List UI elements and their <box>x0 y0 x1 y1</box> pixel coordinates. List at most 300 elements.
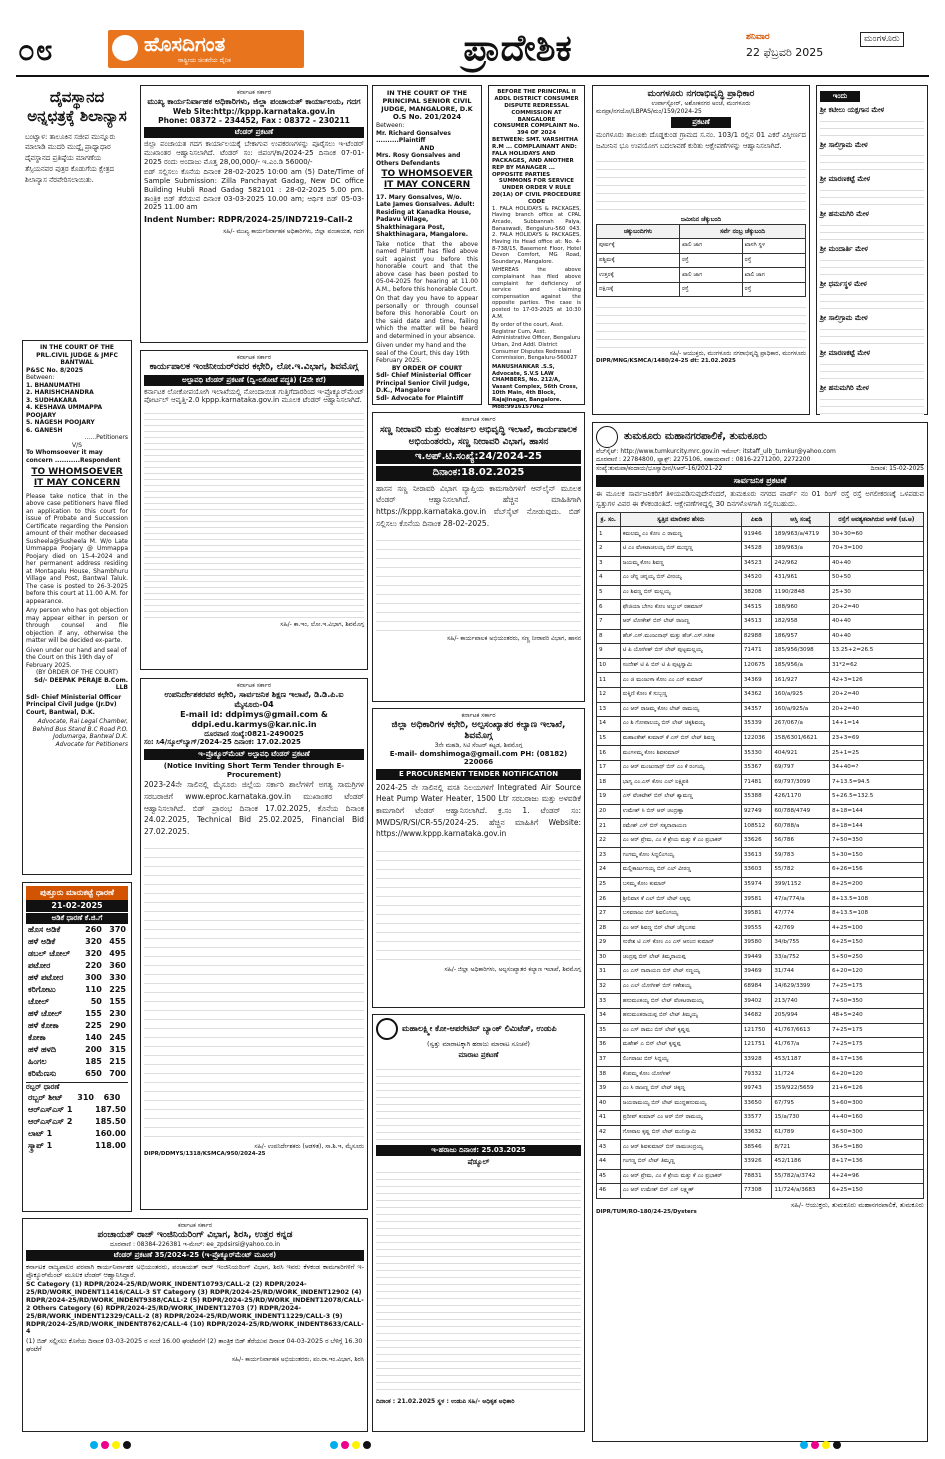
table-cell: 99743 <box>741 1081 772 1096</box>
table-cell: ಬಸಮ್ಮ ಕೋಂ ಕುಮಾರ್ <box>620 877 741 892</box>
phone: ದೂರವಾಣಿ ಸಂಖ್ಯೆ:0821-2490025 <box>204 729 304 738</box>
dateline <box>742 30 932 70</box>
table-cell: 34 <box>597 1008 621 1023</box>
indent-list: SC Category (1) RDPR/2024-25/RD/WORK_INDENT10793/CALL-2 (2) RDPR/2024-25/RD/WORK_INDENT11416/CALL-3 ST Category (3) RDPR/2024-25/RD/WORK_INDENT12902 (4) RDPR/2024-25/RD/WORK_INDENT9388/CALL-2 (5) RDPR/2024-25/RD/WORK_INDENT12078/CALL-2 Others Category (6) RDPR/2024-25/RD/WORK_INDENT12703 (7) RDPR/2024-25/BR/WORK_INDENT12329/CALL-2 (8) RDPR/2024-25/RD/WORK_INDENT11229/CALL-3 (9) RDPR/2024-25/RD/WORK_INDENT8762/CALL-4 (10) RDPR/2024-25/RD/WORK_INDENT8633/CALL-4 <box>26 1281 364 1336</box>
email: E-mail id: ddpimys@gmail.com & ddpi.edu.karmys@kar.nic.in <box>180 709 328 729</box>
table-cell: 47/774 <box>772 906 830 921</box>
notice-heading: TO WHOMSOEVER IT MAY CONCERN <box>31 467 123 489</box>
table-cell: 39581 <box>741 906 772 921</box>
bank-footer: ದಿನಾಂಕ : 21.02.2025 ಸ್ಥಳ : ಉಡುಪಿ ಸಹಿ/- ಅಧಿಕೃತ ಅಧಿಕಾರಿ <box>376 1398 515 1406</box>
list-item: ಶ್ರೀ ಸಾಲಿಗ್ರಾಮ ಮೇಳ <box>820 314 868 323</box>
email: E-mail- domshimoga@gmail.com PH: (08182) 220066 <box>389 749 568 767</box>
rate-value: 200 <box>85 1044 102 1054</box>
govt-label: ಕರ್ನಾಟಕ ಸರ್ಕಾರ <box>177 1222 213 1229</box>
rate-value: 330 <box>109 972 126 982</box>
case-number: CONSUMER COMPLAINT No. 394 OF 2024 <box>493 123 580 137</box>
table-row <box>597 965 924 980</box>
authority-title: ಮಂಗಳೂರು ನಗರಾಭಿವೃದ್ಧಿ ಪ್ರಾಧಿಕಾರ <box>647 89 755 99</box>
table-cell: 92749 <box>741 804 772 819</box>
table-cell: ಎಂ ಆರ್ ಪ್ರೇಮ, ಎಂ ಕೆ ಶ್ರೇಯ ಮತ್ತು ಕೆ ಎಂ ಪ್ರಭಾಕರ್ <box>620 1169 741 1184</box>
table-cell: 30+30=60 <box>829 527 923 542</box>
table-cell: 20 <box>597 804 621 819</box>
news-headline: ದೈವಸ್ಥಾನದ ಅನ್ನಛತ್ರಕ್ಕೆ ಶಿಲಾನ್ಯಾಸ <box>27 88 127 125</box>
indent-number: Indent Number: RDPR/2024-25/IND7219-Call-2 <box>144 215 353 224</box>
header-rule <box>16 75 929 77</box>
rate-value: 320 <box>85 948 102 958</box>
table-cell: 34515 <box>741 600 772 615</box>
table-row <box>597 571 924 586</box>
table-cell: 1190/2848 <box>772 585 830 600</box>
signature: ಸಹಿ/- ಆಯುಕ್ತರು, ಮಂಗಳೂರು ನಗರಾಭಿವೃದ್ಧಿ ಪ್ರಾಧಿಕಾರ, ಮಂಗಳೂರು <box>669 350 806 358</box>
rate-row <box>26 924 128 936</box>
office-title: ಉಪನಿರ್ದೇಶಕರವರ ಕಛೇರಿ, ಸಾರ್ವಜನಿಕ ಶಿಕ್ಷಣ ಇಲಾಖೆ, ಡಿ.ಡಿ.ಪಿ.ಐ ಮೈಸೂರು-04 <box>164 689 344 709</box>
table-cell: ಎಂ ಆರ್ ಶಿವಕುಮಾರ್ ಬಿನ್ ರಾಮಚಂದ್ರಯ್ಯ <box>620 1140 741 1155</box>
dipr-code: DIPR/MNG/KSMCA/1480/24-25 dt: 21.02.2025 <box>596 357 736 364</box>
table-row <box>597 819 924 834</box>
table-cell: 26 <box>597 892 621 907</box>
rate-value: 290 <box>109 1020 126 1030</box>
tender-subheading: (Notice Inviting Short Term Tender through E-Procurement) <box>163 761 345 779</box>
rate-value: 155 <box>85 1008 102 1018</box>
list-item-details <box>820 115 924 137</box>
table-cell: ಗೋಪಾಲ ಕೃಷ್ಣ ಬಿನ್ ಲೇಟ್ ಮುನಿಸ್ವಾಮಿ <box>620 1125 741 1140</box>
commodity-name: ಹೊಸ ಅಡಿಕೆ <box>28 924 61 934</box>
table-cell: 70+3=100 <box>829 541 923 556</box>
list-item-details <box>820 358 924 380</box>
table-row <box>597 804 924 819</box>
table-cell: 4+40=160 <box>829 1111 923 1126</box>
rate-value: 495 <box>109 948 126 958</box>
table-row <box>597 833 924 848</box>
table-cell: 43 <box>597 1140 621 1155</box>
table-cell: 20+2=40 <box>829 702 923 717</box>
table-row <box>597 1111 924 1126</box>
govt-label: ಕರ್ನಾಟಕ ಸರ್ಕಾರ <box>236 89 272 96</box>
table-row <box>597 760 924 775</box>
table-cell: 5+50=250 <box>829 950 923 965</box>
officer-signature: Sdl- Chief Ministerial Officer Principal Civil Judge (Jr.Dv) Court, Bantwal, D.K. <box>26 693 122 716</box>
table-cell: 32 <box>597 979 621 994</box>
table-cell: 18 <box>597 775 621 790</box>
table-cell: 68984 <box>741 979 772 994</box>
between-label: Between: <box>376 122 405 130</box>
table-cell: 2 <box>597 541 621 556</box>
commodity-name: ಹಳೆ ಕೋಕಾ <box>28 1020 59 1030</box>
table-cell: 27 <box>597 906 621 921</box>
table-cell: 36+5=180 <box>829 1140 923 1155</box>
table-cell: 11/724/a/3683 <box>772 1184 830 1199</box>
notice-details-2 <box>596 300 806 350</box>
table-cell: ಗಂಗಣ್ಣ ಬಿನ್ ಲೇಟ್ ತಿಮ್ಮಣ್ಣ <box>620 1154 741 1169</box>
tumkur-public-notice <box>592 422 928 1442</box>
table-cell: 10 <box>597 658 621 673</box>
tender-heading: ಅಲ್ಪಾವಧಿ ಟೆಂಡರ್ ಪ್ರಕಟಣೆ (ದ್ವಿ-ಲಕೋಟೆ ಪದ್ಧತಿ) (2ನೇ ಕರೆ) <box>144 375 364 386</box>
reference: ಸಂ: ಸಿ4/ಸ್ಕೂಲ್‌ಬ್ಯಾಗ್/2024-25 ದಿನಾಂಕ: 17.02.2025 <box>144 738 301 747</box>
table-row <box>597 253 806 268</box>
notice-body: Please take notice that in the above case petitioners have filed an application to this court for issue of Probate and Succession Certificate regarding the Pension amount of their mother deceased Susheela@Susheela M. W/o Late Ummappa Poojary @ Ummappa Poojary died on 15-4-2024 and her permanent address residing at Montapalu House, Shambhuru Village and Post, Bantwal Taluk. The case is posted to 26-3-2025 before this court at 11.00 A.M. for appearance. <box>26 492 128 605</box>
table-cell: 38208 <box>741 585 772 600</box>
rate-value: 650 <box>85 1068 102 1078</box>
table-row <box>597 1096 924 1111</box>
govt-label: ಕರ್ನಾಟಕ ಸರ್ಕಾರ <box>236 682 272 689</box>
table-header: ಚಕ್ಕುಬಂದಿಗಳು <box>597 224 680 239</box>
table-cell: 31/744 <box>772 965 830 980</box>
table-cell: ಪೂರ್ವಕ್ಕೆ <box>597 239 680 254</box>
logo-tagline: ರಾಷ್ಟ್ರೀಯ ಚಿಂತನೆಯ ದೈನಿಕ <box>178 57 231 64</box>
table-cell: ಎಂ ಶಿವಣ್ಣ ಬಿನ್ ಮಲ್ಲಯ್ಯ <box>620 585 741 600</box>
table-cell: 452/1186 <box>772 1154 830 1169</box>
table-cell: 78831 <box>741 1169 772 1184</box>
table-cell: ಆರ್ ಲೋಕೇಶ್ ಬಿನ್ ಲೇಟ್ ರಾಜಣ್ಣ <box>620 614 741 629</box>
performance-list <box>820 106 924 415</box>
table-cell: 71481 <box>741 775 772 790</box>
table-cell: ಪಶ್ಚಿಮಕ್ಕೆ <box>597 253 680 268</box>
table-cell: 39555 <box>741 921 772 936</box>
website: Web Site:http://kppp.karnataka.gov.in <box>172 106 336 116</box>
table-cell: 34/b/755 <box>772 936 830 951</box>
consumer-court-notice <box>488 85 585 410</box>
table-cell: 14/629/3399 <box>772 979 830 994</box>
table-row <box>597 1008 924 1023</box>
rubber-rate: 185.50 <box>95 1116 126 1126</box>
news-body: ಬಂಟ್ವಾಳ: ತಾಲೂಕಿನ ಸಜೀಪ ಮುನ್ನೂರು ಮಾಲಾಡಿ ಮುದರಿ ಮುದ್ದೈ ಪ್ರಾಥ್ಯಾಧಾರ ದೈವಸ್ಥಾನದ ಪ್ರತಿಷ್ಠೆಯ ಮಾಗಣೆಯ ತೆಸ್ಸಿಯನವರ ಪುತ್ರರ ಕೊಡುಗೆಯ ಕ್ಷೇತ್ರದ ಶಿಲಾನ್ಯಾಸ ನೆರವೇರಿಸಲಾಯಿತು. <box>25 132 116 184</box>
print-registration-marks <box>800 1441 841 1451</box>
rubber-label: ರಬ್ಬರ್ ಧಾರಣೆ <box>26 1082 128 1092</box>
table-cell: 21 <box>597 819 621 834</box>
table-cell: 41/767/a <box>772 1038 830 1053</box>
petitioner-name: 5. NAGESH POOJARY <box>26 419 95 426</box>
table-row <box>597 1052 924 1067</box>
table-cell: ಎಂ ಶಿ ಗೋಪಾಲಯ್ಯ ಬಿನ್ ಲೇಟ್ ಚಿಕ್ಕಶಿವಯ್ಯ <box>620 717 741 732</box>
list-item-details <box>820 184 924 206</box>
tender-details <box>376 843 581 963</box>
table-cell: 185/956/a <box>772 658 830 673</box>
table-cell: ಖಾಲಿ ಜಾಗ <box>742 268 805 283</box>
rate-value: 370 <box>109 924 126 934</box>
table-row <box>597 585 924 600</box>
commodity-name: ಕರಿಮೆಣಸು <box>28 1068 57 1078</box>
table-cell: 33/a/752 <box>772 950 830 965</box>
given-line: Given under my hand and the seal of the Court, this day 19th February 2025. <box>376 342 470 365</box>
sale-details <box>376 1063 581 1143</box>
tender-details <box>144 408 364 618</box>
table-cell: 6+26=156 <box>829 863 923 878</box>
table-cell: 6 <box>597 600 621 615</box>
table-cell: 120675 <box>741 658 772 673</box>
summons-body-2: WHEREAS the above complainant has filed above complaint for deficiency of service and claiming compensation against the opposite parties. The case is posted to 17-03-2025 at 10:30 A.M. <box>492 267 581 320</box>
table-header: ಸ್ವತ್ತಿನ ಮಾಲೀಕರ ಹೆಸರು <box>620 512 741 527</box>
table-cell: 122036 <box>741 731 772 746</box>
table-cell: ಎಂ ಆರ್ ಉಮೇಶ್ ಬಿನ್ ಎಸ್ ಲಕ್ಷ್ಮಣ್ <box>620 1184 741 1199</box>
commission-title: BEFORE THE PRINCIPAL II ADDL DISTRICT CONSUMER DISPUTE REDRESSAL COMMISSION AT BANGALORE <box>494 89 579 123</box>
table-cell: ಉತ್ತರಕ್ಕೆ <box>597 268 680 283</box>
list-item: ಶ್ರೀ ಕಟೀಲು ಯಕ್ಷಗಾನ ಮೇಳ <box>820 105 885 114</box>
table-header: ಸರ್ವೆ ನಂಬ್ರ ಚೆಕ್ಕುಬಂದಿ <box>679 224 805 239</box>
advocate-address: Advocate, Rai Legal Chamber, Behind Bus Stand B.C Road P.O. Jodumarga, Bantwal D.K. Advocate for Petitioners <box>32 718 128 748</box>
tender-details <box>144 840 364 1140</box>
tender-heading: ಟೆಂಡರ್ ಪ್ರಕಟಣೆ 35/2024-25 (ಇ-ಪ್ರೊಕ್ಯೂರ್‌ಮೆಂಟ್ ಮೂಲಕ) <box>26 1250 364 1261</box>
table-cell: 34523 <box>741 556 772 571</box>
table-cell: 6+20=120 <box>829 965 923 980</box>
table-cell: 33577 <box>741 1111 772 1126</box>
rate-row <box>26 1044 128 1056</box>
table-row <box>597 614 924 629</box>
tender-dates: ಬಿಡ್ ಸಲ್ಲಿಸಲು ಕೊನೆಯ ದಿನಾಂಕ 28-02-2025 10:00 am (5) Date/Time of Sample Submission: Zilla Panchayat Gadag, New DC office Building Hubli Road Gadag 582101 : 28-02-2025 5.00 pm. ತಾಂತ್ರಿಕ ಬಿಡ್ ತೆರೆಯುವ ದಿನಾಂಕ 03-03-2025 10.00 am; ಆರ್ಥಿಕ ಬಿಡ್ 05-03-2025 11.00 am <box>144 168 364 212</box>
rate-row <box>26 1056 128 1068</box>
table-cell: 33926 <box>741 1154 772 1169</box>
table-cell: 39469 <box>741 965 772 980</box>
table-cell: 121751 <box>741 1038 772 1053</box>
table-cell: ಎಂ ಎಲ್ ಯೋಗೀಶ್ ಬಿನ್ ಗಣೇಶಯ್ಯ <box>620 979 741 994</box>
table-cell: 8+18=144 <box>829 819 923 834</box>
court-title: IN THE COURT OF THE PRL.CIVIL JUDGE & JMFC BANTWAL <box>36 344 118 366</box>
table-cell: 35 <box>597 1023 621 1038</box>
table-cell: 33613 <box>741 848 772 863</box>
bank-name: ಮಹಾಲಕ್ಷ್ಮೀ ಕೋ-ಆಪರೇಟಿವ್ ಬ್ಯಾಂಕ್ ಲಿಮಿಟೆಡ್, ಉಡುಪಿ <box>402 1024 557 1033</box>
table-header: ಆಸ್ತಿ ಸಂಖ್ಯೆ <box>772 512 830 527</box>
arecanut-rates-table <box>26 924 128 1080</box>
petitioner-name: 4. KESHAVA UMMAPPA POOJARY <box>26 404 103 419</box>
table-cell: 40+40 <box>829 614 923 629</box>
commodity-name: ಹಳೆ ಪಟೋರ <box>28 972 64 982</box>
rate-value: 455 <box>109 936 126 946</box>
table-row <box>597 936 924 951</box>
list-item-details <box>820 219 924 241</box>
table-cell: 33603 <box>741 863 772 878</box>
table-cell: ಖಾಲಿ ಜಾಗ <box>679 239 742 254</box>
table-cell: 44 <box>597 1154 621 1169</box>
petitioners-label: ......Petitioners <box>84 434 128 441</box>
rubber-grade: ಆರ್‌ಎಸ್‌ಎಸ್ 2 <box>28 1116 73 1126</box>
rubber-grade: ಲಾಟ್ 1 <box>28 1128 53 1138</box>
sale-heading: ಮಾರಾಟ ಪ್ರಕಟಣೆ <box>376 1050 581 1061</box>
table-cell: ಎಂ ಆರ್ ಮಂಜುನಾಥ್ ಬಿನ್ ಎಂ ಕೆ ರಂಗಯ್ಯ <box>620 760 741 775</box>
table-cell: 39 <box>597 1081 621 1096</box>
rate-value: 320 <box>85 936 102 946</box>
office-title: ಮುಖ್ಯ ಕಾರ್ಯನಿರ್ವಾಹಕ ಅಧಿಕಾರಿಗಳು, ಜಿಲ್ಲಾ ಪಂಚಾಯತ್ ಕಾರ್ಯಾಲಯ, ಗದಗ <box>147 96 361 106</box>
table-cell: 15 <box>597 731 621 746</box>
schedule-details <box>376 1166 581 1396</box>
table-cell: 16 <box>597 746 621 761</box>
table-cell: ಹನುಮಂತರಾಯಪ್ಪ ಬಿನ್ ಲೇಟ್ ತಿಮ್ಮಯ್ಯ <box>620 1008 741 1023</box>
table-cell: 42 <box>597 1125 621 1140</box>
table-cell: 6+20=120 <box>829 1067 923 1082</box>
yakshagana-listing <box>816 85 928 415</box>
table-cell: 7 <box>597 614 621 629</box>
tender-dates: (1) ಬಿಡ್ ಸಲ್ಲಿಸಲು ಕೊನೆಯ ದಿನಾಂಕ 03-03-2025 ರ ಸಂಜೆ 16.00 ಘಂಟೆವರೆಗೆ (2) ತಾಂತ್ರಿಕ ಬಿಡ್ ತೆರೆಯುವ ದಿನಾಂಕ 04-03-2025 ರ ಬೆಳಿಗ್ಗೆ 16.30 ಘಂಟೆಗೆ <box>26 1338 363 1354</box>
signature: ಸಹಿ/- ಕಾರ್ಯನಿರ್ವಾಹಕ ಅಭಿಯಂತರರು, ಪಂ.ರಾ.ಇಂ.ವಿಭಾಗ, ಶಿರಸಿ <box>231 1355 364 1363</box>
rubber-rates-table <box>26 1104 128 1152</box>
dipr-code: DIPR/TUM/RO-180/24-25/Dysters <box>596 1208 697 1215</box>
table-cell: 404/921 <box>772 746 830 761</box>
list-item-details <box>820 323 924 345</box>
table-cell: ಎಂ ಎಸ್ ರಾಮು ಬಿನ್ ಲೇಟ್ ಕೃಷ್ಣಪ್ಪ <box>620 1023 741 1038</box>
signature: ಸಹಿ/- ಕಾ.ಇಂ, ಲೋ.ಇ.ವಿಭಾಗ, ಶಿವಮೊಗ್ಗ <box>280 621 364 628</box>
table-cell: 45 <box>597 1169 621 1184</box>
table-row <box>597 1184 924 1199</box>
list-item: ಶ್ರೀ ಹನುಮಗಿರಿ ಮೇಳ <box>820 383 869 392</box>
corporation-emblem-icon <box>596 426 618 448</box>
list-item: ಶ್ರೀ ಮಾರಣಕಟ್ಟೆ ಮೇಳ <box>820 175 871 184</box>
table-cell: 71471 <box>741 644 772 659</box>
list-item: ಶ್ರೀ ಮಂದಾರ್ತಿ ಮೇಳ <box>820 244 868 253</box>
rate-value: 225 <box>109 984 126 994</box>
table-cell: 161/927 <box>772 673 830 688</box>
table-row <box>597 979 924 994</box>
table-cell: 34682 <box>741 1008 772 1023</box>
table-cell: ಗಂಗಮ್ಮ ಕೋಂ ಸಿದ್ದಲಿಂಗಯ್ಯ <box>620 848 741 863</box>
table-row <box>597 717 924 732</box>
auction-date: ಇ-ಹರಾಜು ದಿನಾಂಕ: 25.03.2025 <box>376 1145 581 1156</box>
day: ಶನಿವಾರ <box>746 32 770 42</box>
table-row <box>597 906 924 921</box>
table-row <box>597 1023 924 1038</box>
rate-row <box>26 1068 128 1080</box>
office-title: ಕಾರ್ಯಪಾಲಕ ಇಂಜಿನೀಯರ್‌ರವರ ಕಛೇರಿ, ಲೋ.ಇ.ವಿಭಾಗ, ಶಿವಮೊಗ್ಗ <box>149 361 359 372</box>
print-registration-marks <box>330 1441 371 1451</box>
table-cell: ಎಂ ಆರ್ ಶಿವಣ್ಣ ಬಿನ್ ಲೇಟ್ ಚೆನ್ನಬಸವ <box>620 921 741 936</box>
news-story <box>22 85 132 333</box>
table-cell: 4 <box>597 571 621 586</box>
page-number: ೦೮ <box>18 33 54 68</box>
tender-gadag <box>140 85 368 343</box>
parties: BETWEEN: SMT. VARSHITHA R.M ... COMPLAINANT AND: FALA HOLIDAYS AND PACKAGES, AND ANOTHER REP BY MANAGER ... OPPOSITE PARTIES <box>492 137 578 178</box>
table-cell: 31*2=62 <box>829 658 923 673</box>
table-cell: 35367 <box>741 760 772 775</box>
phone: Phone: 08372 - 234452, Fax : 08372 - 230211 <box>158 115 350 125</box>
table-row <box>597 702 924 717</box>
table-cell: 25+30 <box>829 585 923 600</box>
rate-row <box>26 936 128 948</box>
table-cell: ಕೆಂಪಮ್ಮ ಕೋಂ ಯೋಗೀಶ್ <box>620 1067 741 1082</box>
bank-logo-icon <box>376 1018 398 1040</box>
table-row <box>597 629 924 644</box>
rubber-grade: ಆರ್‌ಎಸ್‌ಎಸ್ 1 <box>28 1104 73 1114</box>
table-cell: 185/956/3098 <box>772 644 830 659</box>
table-header-row <box>597 512 924 527</box>
rate-row <box>26 972 128 984</box>
bank-auction-notice <box>372 1014 585 1432</box>
table-cell: 33650 <box>741 1096 772 1111</box>
table-cell: 39402 <box>741 994 772 1009</box>
table-cell: ಬಸವರಾಜು ಬಿನ್ ಶಿವಲಿಂಗಯ್ಯ <box>620 906 741 921</box>
tender-heading: ಟೆಂಡರ್ ಪ್ರಕಟಣೆ <box>144 127 364 138</box>
list-item: ಶ್ರೀ ಸಾಲಿಗ್ರಾಮ ಮೇಳ <box>820 140 868 149</box>
rubber-row <box>26 1140 128 1152</box>
table-cell: 37 <box>597 1052 621 1067</box>
table-cell: 79332 <box>741 1067 772 1082</box>
table-cell: 160/a/925/a <box>772 702 830 717</box>
rate-value: 260 <box>85 924 102 934</box>
table-cell: 42+3=126 <box>829 673 923 688</box>
rate-row <box>26 948 128 960</box>
corporation-title: ತುಮಕೂರು ಮಹಾನಗರಪಾಲಿಕೆ, ತುಮಕೂರು <box>624 430 767 442</box>
registrar-signature: By order of the court, Asst. Registrar Cum, Asst. Administrative Officer, Bengaluru Urban, 2nd Addl. District Consumer Disputes Redressal Commission, Bengaluru-560027 <box>492 322 581 362</box>
market-rates <box>22 882 132 1212</box>
table-cell: 8+13.5=108 <box>829 892 923 907</box>
rubber-rate: 118.00 <box>95 1140 126 1150</box>
table-row <box>597 1067 924 1082</box>
rate-value: 220 <box>85 960 102 970</box>
table-cell: ಭಾಗ್ಯ ಎಂ.ಎಸ್ ಕೋಂ ಎಲ್ ಲಕ್ಷ್ಮಿಪತಿ <box>620 775 741 790</box>
table-cell: 28 <box>597 921 621 936</box>
table-row <box>597 921 924 936</box>
table-row <box>597 239 806 254</box>
rate-value: 225 <box>85 1020 102 1030</box>
table-cell: 39449 <box>741 950 772 965</box>
tender-body: ಜಿಲ್ಲಾ ಪಂಚಾಯತ ಗದಗ ಕಾರ್ಯಾಲಯಕ್ಕೆ ಬೇಕಾಗುವ ಉಪಕರಣಗಳನ್ನು ಪೂರೈಸಲು ಇ-ಟೆಂಡರ್ ಮುಖಾಂತರ ಆಹ್ವಾನಿಸಲಾಗಿದೆ. ಟೆಂಡರ್ ಸಂ: ಜಿಪಂಗ/ಕಾ/2024-25 ದಿನಾಂಕ 07-01-2025 ರಂದು ಅಂದಾಜು ಮೊತ್ತ 28,00,000/- ಇ.ಎಂ.ಡಿ 56000/- <box>144 140 364 166</box>
commodity-name: ಚೋಲ್ <box>28 996 49 1006</box>
logo-text: ಹೊಸದಿಗಂತ <box>144 32 226 56</box>
market-date: 21-02-2025 <box>26 900 128 912</box>
rate-value: 215 <box>109 1056 126 1066</box>
table-row <box>597 268 806 283</box>
table-cell: 33928 <box>741 1052 772 1067</box>
table-cell: 38 <box>597 1067 621 1082</box>
case-number: O.S No. 201/2024 <box>392 113 462 122</box>
phone: ದೂರವಾಣಿ : 22784800, ಫ್ಯಾಕ್ಸ್: 2275106, ಸಹಾಯವಾಣಿ : 0816-2271200, 2272200 <box>596 455 811 463</box>
table-row <box>597 950 924 965</box>
notice-body: Take notice that the above named Plaintiff has filed above suit against you before this honorable court and that the above case has been posted to 05-04-2025 for hearing at 11.00 A.M., before this honorable Court. <box>376 240 478 293</box>
commodity-name: ಕೋಕಾ <box>28 1032 46 1042</box>
signature: ಸಹಿ/- ಕಾರ್ಯಪಾಲಕ ಅಭಿಯಂತರರು, ಸಣ್ಣ ನೀರಾವರಿ ವಿಭಾಗ, ಹಾಸನ <box>447 635 581 643</box>
signature: ಸಹಿ/- ಆಯುಕ್ತರು, ತುಮಕೂರು ಮಹಾನಗರಪಾಲಿಕೆ, ತುಮಕೂರು <box>790 1200 924 1209</box>
notice-body-2: On that day you have to appear personally or through counsel before this honorable Court on the said date and time, failing which the matter will be heard and determined in your absence. <box>376 295 478 340</box>
table-cell: ರಸ್ತೆ <box>679 253 742 268</box>
and-label: AND <box>419 144 435 152</box>
table-cell: 15/a/730 <box>772 1111 830 1126</box>
office-title: ಜಿಲ್ಲಾ ಅಧಿಕಾರಿಗಳ ಕಛೇರಿ, ಅಲ್ಪಸಂಖ್ಯಾತರ ಕಲ್ಯಾಣ ಇಲಾಖೆ, ಶಿವಮೊಗ್ಗ <box>391 719 566 741</box>
rate-value: 50 <box>90 996 102 1006</box>
table-cell: 3 <box>597 556 621 571</box>
rate-row <box>26 960 128 972</box>
newspaper-logo <box>108 30 304 68</box>
table-cell: ಕಮಲಮ್ಮ ಎಂ ಕೋಂ ಎ ರಾಮಣ್ಣ <box>620 527 741 542</box>
schedule-heading: ಷೆಡ್ಯೂಲ್ <box>467 1157 490 1166</box>
table-row <box>597 863 924 878</box>
between-label: Between: <box>26 374 55 381</box>
authority-address: ಉರ್ವಾಸ್ಟೋರ್, ಅಶೋಕನಗರ ಅಂಚೆ, ಮಂಗಳೂರು <box>651 100 751 108</box>
table-cell: 8+17=136 <box>829 1154 923 1169</box>
table-row <box>597 527 924 542</box>
govt-label: ಕರ್ನಾಟಕ ಸರ್ಕಾರ <box>236 354 272 361</box>
order-line: BY ORDER OF COURT <box>391 364 463 372</box>
table-cell: 213/740 <box>772 994 830 1009</box>
table-row <box>597 877 924 892</box>
table-cell: ಮಲ್ಲಿಕಾರ್ಜುನಯ್ಯ ಬಿನ್ ಎಲ್ ವೀರಣ್ಣ <box>620 863 741 878</box>
table-cell: 60/788/4749 <box>772 804 830 819</box>
rubber-sheet-row <box>26 1092 128 1104</box>
website: ವೆಬ್‌ಸೈಟ್: http://www.tumkurcity.mrc.gov.in ಇಮೇಲ್: itstaff_ulb_tumkur@yahoo.com <box>596 448 836 455</box>
table-row <box>597 731 924 746</box>
rate-value: 140 <box>85 1032 102 1042</box>
tender-body: 2023-24ನೇ ಸಾಲಿನಲ್ಲಿ ಮೈಸೂರು ಜಿಲ್ಲೆಯ ಸರ್ಕಾರಿ ಶಾಲೆಗಳಿಗೆ ಅಗತ್ಯ ಸಾಮಗ್ರಿಗಳ ಸರಬರಾಜಿಗೆ www.eproc.karnataka.gov.in ಮುಖಾಂತರ ಟೆಂಡರ್ ಆಹ್ವಾನಿಸಲಾಗಿದೆ. ಬಿಡ್ ಪ್ರಾರಂಭ ದಿನಾಂಕ 17.02.2025, ಕೊನೆಯ ದಿನಾಂಕ 24.02.2025, Technical Bid 25.02.2025, Financial Bid 27.02.2025. <box>144 780 364 836</box>
list-item: ಶ್ರೀ ಧರ್ಮಸ್ಥಳ ಮೇಳ <box>820 279 867 288</box>
rubber-sheet-low: 310 <box>77 1092 94 1102</box>
table-cell: 31 <box>597 965 621 980</box>
table-cell: 24 <box>597 863 621 878</box>
table-cell: 14+1=14 <box>829 717 923 732</box>
table-cell: 35339 <box>741 717 772 732</box>
bank-header <box>376 1018 581 1040</box>
advocate-address: MANUSHANKAR .S.S, Advocate, S.V.S LAW CHAMBERS, No. 212/A, Vasant Complex, 56th Cross, 10th Main, 4th Block, Rajajinagar, Bangalore. Mob:9916157062 <box>492 363 578 410</box>
court-title: IN THE COURT OF THE PRINCIPAL SENIOR CIVIL JUDGE, MANGALORE, D.K <box>381 89 473 114</box>
table-cell: ಎಂ ಜಿ ಮಂಜುಳಾ ಕೋಂ ಎಂ ಎನ್ ಕುಮಾರ್ <box>620 673 741 688</box>
table-row <box>597 556 924 571</box>
list-item-details <box>820 393 924 415</box>
table-cell: 46 <box>597 1184 621 1199</box>
market-title: ಪುತ್ತೂರು ಮಾರುಕಟ್ಟೆ ಧಾರಣೆ <box>26 886 128 900</box>
